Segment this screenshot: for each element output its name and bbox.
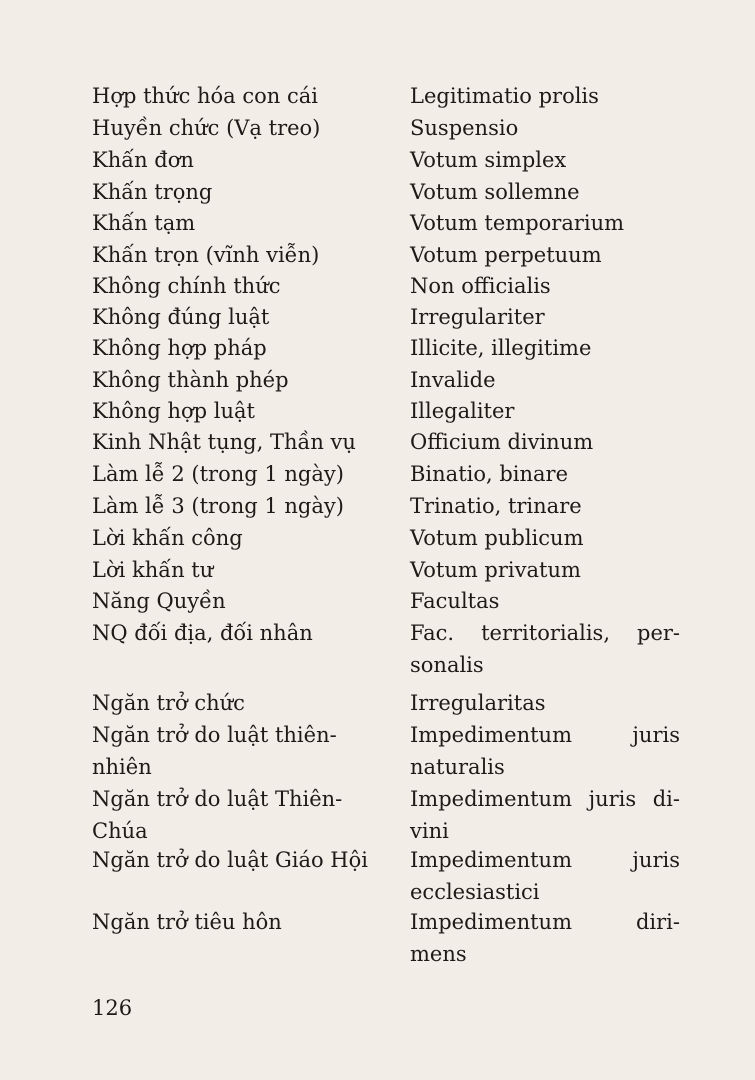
vietnamese-term: Không hợp luật (92, 399, 255, 423)
vietnamese-term: Khấn trọng (92, 180, 213, 204)
vietnamese-term: Khấn đơn (92, 148, 194, 172)
latin-term: Fac. territorialis, per- (410, 621, 680, 645)
latin-term: Legitimatio prolis (410, 84, 599, 108)
vietnamese-term: Không thành phép (92, 368, 289, 392)
latin-term: Impedimentum juris di- (410, 787, 680, 811)
vietnamese-term-continued: Chúa (92, 819, 148, 843)
vietnamese-term: Ngăn trở do luật thiên- (92, 723, 337, 747)
vietnamese-term: Không hợp pháp (92, 336, 267, 360)
latin-term: Invalide (410, 368, 496, 392)
latin-term-continued: sonalis (410, 653, 484, 677)
latin-term: Trinatio, trinare (410, 494, 582, 518)
vietnamese-term: Làm lễ 2 (trong 1 ngày) (92, 462, 344, 486)
latin-term: Votum sollemne (410, 180, 580, 204)
vietnamese-term: Ngăn trở do luật Giáo Hội (92, 848, 368, 872)
latin-term: Votum simplex (410, 148, 567, 172)
latin-term: Impedimentum juris (410, 723, 680, 747)
latin-term: Impedimentum diri- (410, 910, 680, 934)
vietnamese-term: Khấn trọn (vĩnh viễn) (92, 243, 320, 267)
vietnamese-term: Không đúng luật (92, 305, 270, 329)
vietnamese-term-continued: nhiên (92, 755, 152, 779)
latin-term: Votum perpetuum (410, 243, 602, 267)
vietnamese-term: Ngăn trở do luật Thiên- (92, 787, 343, 811)
latin-term: Officium divinum (410, 430, 594, 454)
latin-term: Irregularitas (410, 691, 546, 715)
latin-term-continued: naturalis (410, 755, 505, 779)
latin-term-continued: vini (410, 819, 449, 843)
latin-term-continued: ecclesiastici (410, 880, 540, 904)
latin-term: Irregulariter (410, 305, 545, 329)
vietnamese-term: NQ đối địa, đối nhân (92, 621, 313, 645)
vietnamese-term: Làm lễ 3 (trong 1 ngày) (92, 494, 344, 518)
page-number: 126 (92, 996, 133, 1020)
latin-term: Illicite, illegitime (410, 336, 592, 360)
vietnamese-term: Ngăn trở tiêu hôn (92, 910, 282, 934)
vietnamese-term: Khấn tạm (92, 211, 196, 235)
latin-term: Binatio, binare (410, 462, 569, 486)
latin-term: Impedimentum juris (410, 848, 680, 872)
latin-term: Votum privatum (410, 558, 581, 582)
latin-term: Non officialis (410, 274, 551, 298)
latin-term-continued: mens (410, 942, 467, 966)
vietnamese-term: Kinh Nhật tụng, Thần vụ (92, 430, 356, 454)
latin-term: Facultas (410, 589, 500, 613)
vietnamese-term: Lời khấn công (92, 526, 243, 550)
vietnamese-term: Huyền chức (Vạ treo) (92, 116, 321, 140)
vietnamese-term: Hợp thức hóa con cái (92, 84, 318, 108)
vietnamese-term: Năng Quyền (92, 589, 226, 613)
latin-term: Illegaliter (410, 399, 515, 423)
latin-term: Votum temporarium (410, 211, 625, 235)
latin-term: Votum publicum (410, 526, 584, 550)
vietnamese-term: Không chính thức (92, 274, 281, 298)
vietnamese-term: Ngăn trở chức (92, 691, 245, 715)
latin-term: Suspensio (410, 116, 519, 140)
vietnamese-term: Lời khấn tư (92, 558, 214, 582)
